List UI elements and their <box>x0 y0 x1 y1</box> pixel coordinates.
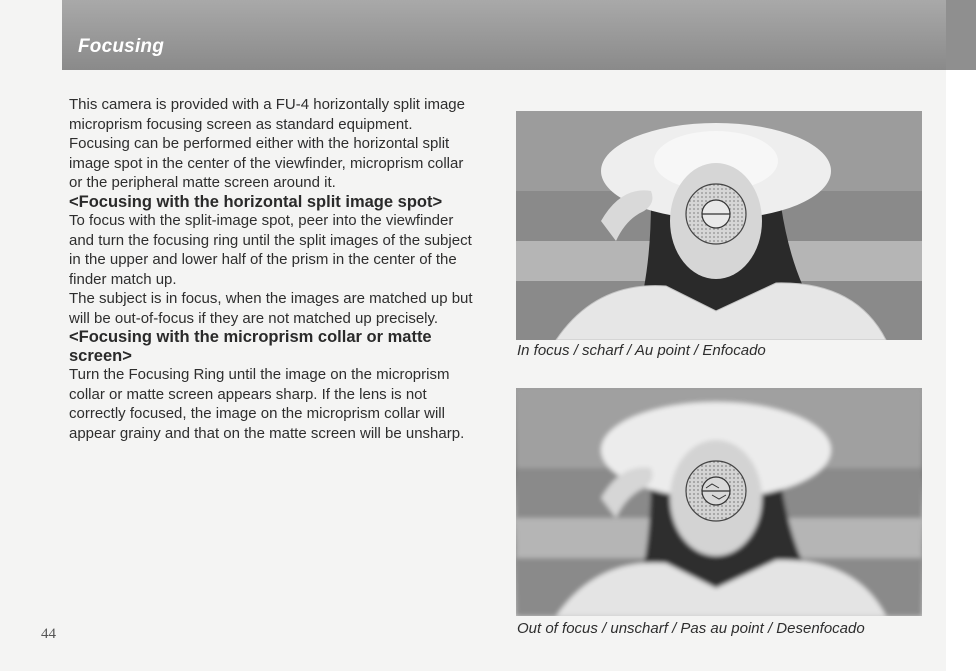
photo-out-of-focus <box>516 388 922 616</box>
intro-paragraph-2: Focusing can be performed either with the horizontal split image spot in the center of the viewfinder, microprism collar or the peripheral matte screen around it. <box>69 135 464 191</box>
page-number: 44 <box>41 626 56 642</box>
caption-in-focus: In focus / scharf / Au point / Enfocado <box>517 342 766 359</box>
split-image-paragraph-1: To focus with the split-image spot, peer into the viewfinder and turn the focusing ring until the split images of the subject in the upper and lower half of the prism in the center of the finder match up. <box>69 212 472 288</box>
header-band-edge <box>946 0 976 70</box>
split-image-paragraph-2: The subject is in focus, when the images are matched up but will be out-of-focus if they are not matched up precisely. <box>69 290 473 327</box>
intro-paragraph-1: This camera is provided with a FU-4 horizontally split image microprism focusing screen as standard equipment. <box>69 96 465 133</box>
section-heading-split-image: <Focusing with the horizontal split image spot> <box>69 192 443 211</box>
in-focus-photo-image <box>516 111 922 340</box>
microprism-paragraph: Turn the Focusing Ring until the image on the microprism collar or matte screen appears sharp. If the lens is not correctly focused, the image on the microprism collar will appear grainy and that on the matte screen will be unsharp. <box>69 366 465 442</box>
caption-out-of-focus: Out of focus / unscharf / Pas au point / Desenfocado <box>517 620 865 637</box>
out-of-focus-photo-image <box>516 388 922 616</box>
header-band <box>62 0 946 70</box>
body-text <box>69 95 479 443</box>
page-title: Focusing <box>78 36 165 57</box>
section-heading-microprism: <Focusing with the microprism collar or matte screen> <box>69 328 432 365</box>
page-edge <box>946 0 976 671</box>
photo-in-focus <box>516 111 922 340</box>
